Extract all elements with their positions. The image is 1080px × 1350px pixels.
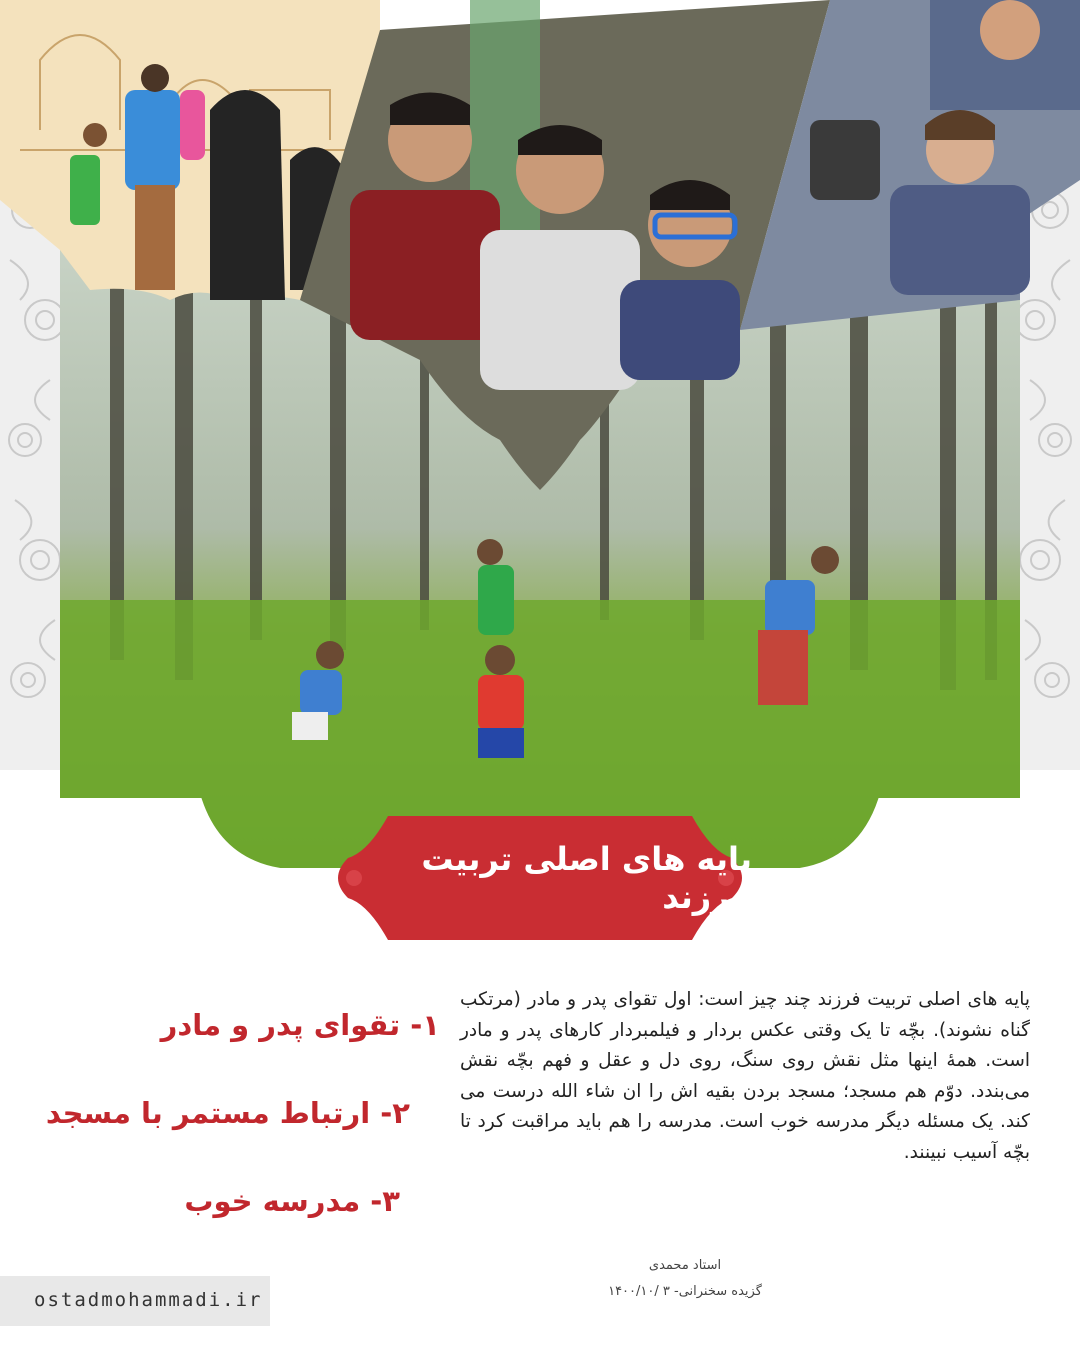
speaker-name: استاد محمدی <box>648 1258 722 1273</box>
website-tag[interactable] <box>0 1276 270 1326</box>
key-point-2: ۲- ارتباط مستمر با مسجد <box>45 1096 410 1130</box>
key-point-1: ۱- تقوای پدر و مادر <box>160 1008 440 1042</box>
key-points-list <box>40 995 440 1259</box>
title-banner <box>328 812 752 944</box>
website-url[interactable]: ostadmohammadi.ir <box>34 1289 263 1311</box>
speech-date: گزیده سخنرانی- ۳ /۱۴۰۰/۱۰ <box>608 1284 762 1299</box>
body-paragraph: پایه های اصلی تربیت فرزند چند چیز است: اول تقوای پدر و مادر (مرتکب گناه نشوند). بچّه تا یک وقتی عکس بردار و فیلمبردار کارهای پدر و مادر است. همهٔ اینها مثل نقش روی سنگ، روی دل و عقل و فهم بچّه نقش می‌بندد. دوّم هم مسجد؛ مسجد بردن بقیه اش را ان شاء الله درست می کند. یک مسئله دیگر مدرسه خوب است. مدرسه را هم باید مراقبت کرد تا بچّه آسیب نبینند. <box>460 989 1030 1163</box>
page-title: پایه های اصلی تربیت فرزند <box>421 840 752 916</box>
key-point-3: ۳- مدرسه خوب <box>184 1184 400 1218</box>
